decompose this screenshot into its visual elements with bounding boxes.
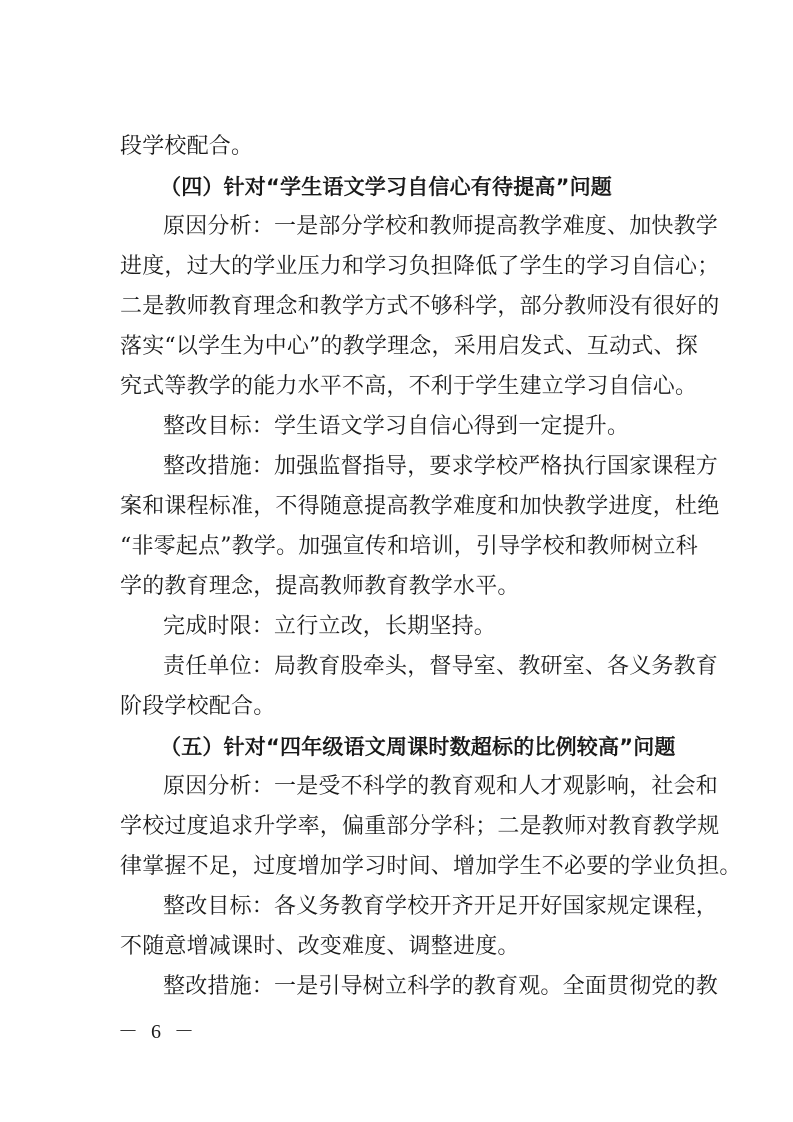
- text-line: 整改措施：加强监督指导，要求学校严格执行国家课程方: [163, 454, 719, 479]
- text-line: 原因分析：一是受不科学的教育观和人才观影响，社会和: [163, 774, 719, 799]
- text-line: 整改目标：学生语文学习自信心得到一定提升。: [163, 414, 630, 439]
- text-line: 学校过度追求升学率，偏重部分学科；二是教师对教育教学规: [120, 814, 720, 839]
- page-number: － 6 －: [118, 1021, 198, 1043]
- text-line: 二是教师教育理念和教学方式不够科学，部分教师没有很好的: [120, 294, 720, 319]
- text-line: 整改目标：各义务教育学校开齐开足开好国家规定课程，: [163, 894, 719, 919]
- text-line: 责任单位：局教育股牵头，督导室、教研室、各义务教育: [163, 654, 719, 679]
- text-line: 段学校配合。: [120, 134, 254, 159]
- text-line: “非零起点”教学。加强宣传和培训，引导学校和教师树立科: [120, 534, 698, 559]
- text-line: 整改措施：一是引导树立科学的教育观。全面贯彻党的教: [163, 974, 719, 999]
- section-heading-five: （五）针对“四年级语文周课时数超标的比例较高”问题: [160, 735, 676, 759]
- text-line: 不随意增减课时、改变难度、调整进度。: [120, 934, 520, 959]
- text-line: 落实“以学生为中心”的教学理念，采用启发式、互动式、探: [120, 334, 698, 359]
- text-line: 进度，过大的学业压力和学习负担降低了学生的学习自信心；: [120, 254, 720, 279]
- text-line: 究式等教学的能力水平不高，不利于学生建立学习自信心。: [120, 374, 698, 399]
- text-line: 案和课程标准，不得随意提高教学难度和加快教学进度，杜绝: [120, 494, 720, 519]
- text-line: 原因分析：一是部分学校和教师提高教学难度、加快教学: [163, 214, 719, 239]
- text-line: 阶段学校配合。: [120, 694, 276, 719]
- section-heading-four: （四）针对“学生语文学习自信心有待提高”问题: [160, 175, 613, 199]
- text-line: 完成时限：立行立改，长期坚持。: [163, 614, 497, 639]
- text-line: 律掌握不足，过度增加学习时间、增加学生不必要的学业负担。: [120, 854, 742, 879]
- text-line: 学的教育理念，提高教师教育教学水平。: [120, 574, 520, 599]
